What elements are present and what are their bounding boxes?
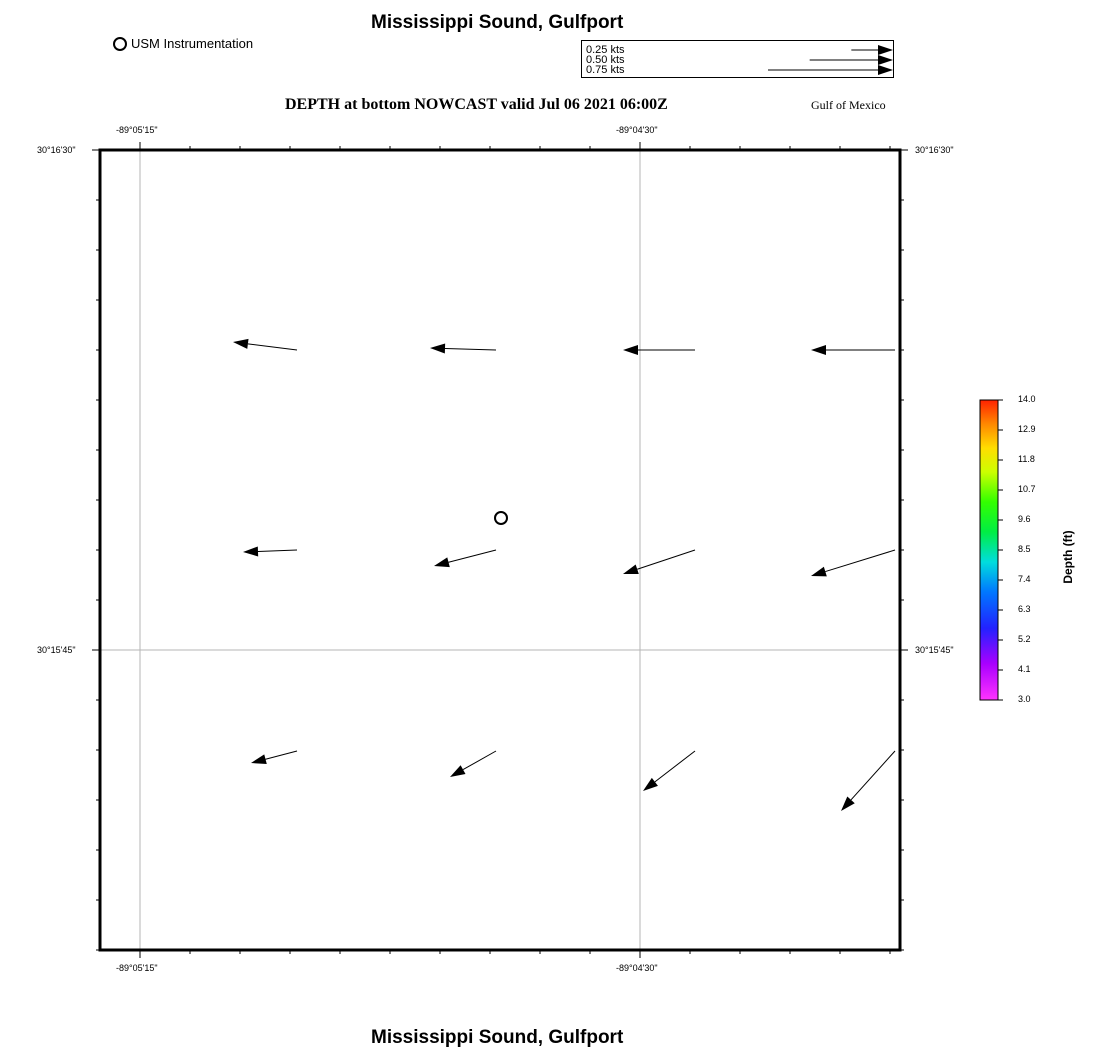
station-legend [113,36,253,51]
map-frame [100,150,900,950]
current-vector [811,550,895,576]
lon-tick-top-2: -89°04'30" [616,125,658,135]
colorbar-label: Depth (ft) [1061,530,1075,584]
lat-tick-right-1: 30°16'30" [915,145,954,155]
current-vector [251,751,297,764]
usm-station-marker [495,512,507,524]
current-vector [450,751,496,777]
current-vector [623,550,695,574]
current-vector [643,751,695,791]
station-legend-label: USM Instrumentation [131,36,254,51]
scale-arrows [582,41,895,79]
vector-scale-legend [581,40,894,78]
lon-tick-bottom-2: -89°04'30" [616,963,658,973]
lon-tick-top-1: -89°05'15" [116,125,158,135]
colorbar-gradient [980,400,998,700]
station-marker-icon [113,37,127,51]
scale-label-050: 0.50 kts [586,54,625,66]
lon-tick-bottom-1: -89°05'15" [116,963,158,973]
colorbar-tick-label: 6.3 [1018,604,1031,614]
current-vector [434,550,496,567]
current-vector [811,345,895,355]
current-vector [243,546,297,556]
lat-tick-left-1: 30°16'30" [37,145,76,155]
colorbar-tick-label: 3.0 [1018,694,1031,704]
scale-label-075: 0.75 kts [586,64,625,76]
current-vector [233,339,297,350]
scale-arrow [851,45,893,55]
colorbar-tick-label: 9.6 [1018,514,1031,524]
lat-tick-right-2: 30°15'45" [915,645,954,655]
lat-tick-left-2: 30°15'45" [37,645,76,655]
scale-label-025: 0.25 kts [586,44,625,56]
colorbar-tick-label: 11.8 [1018,454,1035,464]
colorbar-tick-label: 14.0 [1018,394,1036,404]
colorbar-tick-label: 4.1 [1018,664,1031,674]
current-vector [430,343,496,353]
product-title: DEPTH at bottom NOWCAST valid Jul 06 2021 06:00Z [285,96,668,113]
scale-arrow [768,65,893,75]
colorbar-tick-label: 8.5 [1018,544,1031,554]
map-title: Mississippi Sound, Gulfport [371,12,624,33]
colorbar-tick-label: 7.4 [1018,574,1031,584]
scale-arrow [810,55,893,65]
colorbar-tick-label: 10.7 [1018,484,1036,494]
map-footer-title: Mississippi Sound, Gulfport [371,1027,624,1048]
colorbar-tick-label: 12.9 [1018,424,1036,434]
colorbar-tick-label: 5.2 [1018,634,1031,644]
current-vector [623,345,695,355]
current-vector [841,751,895,811]
region-label: Gulf of Mexico [811,98,886,112]
